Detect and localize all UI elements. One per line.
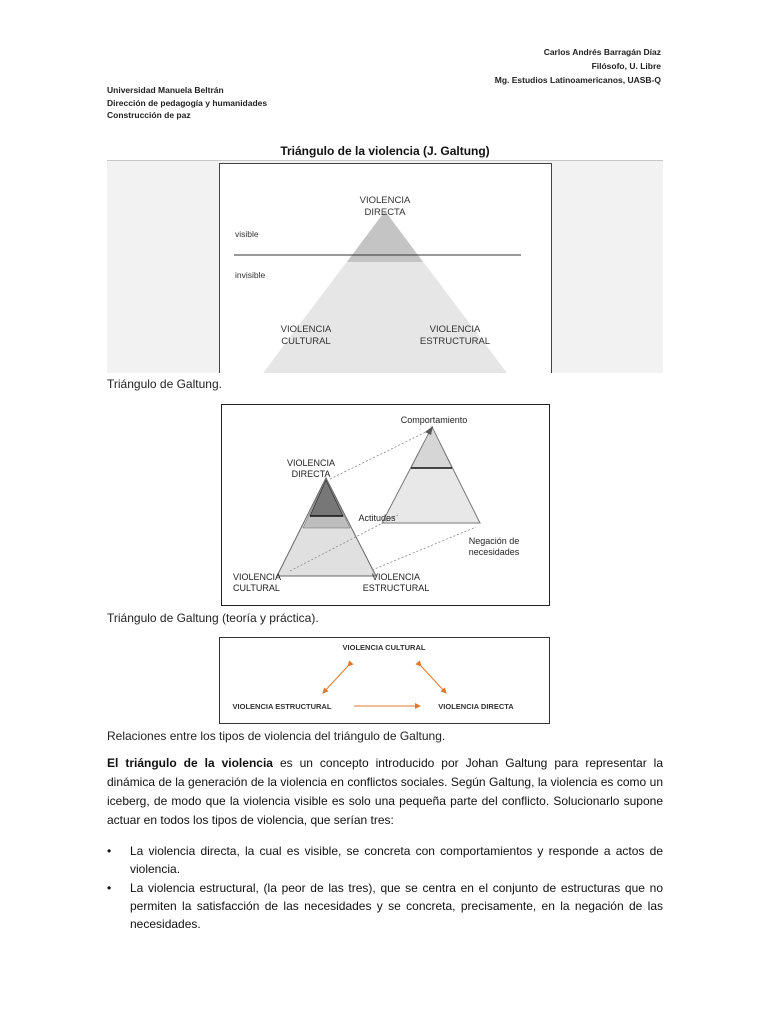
author-name: Carlos Andrés Barragán Díaz <box>543 47 661 57</box>
list-item <box>107 879 663 933</box>
cultural-label-line2: CULTURAL <box>281 336 331 347</box>
course-name: Construcción de paz <box>107 110 191 120</box>
figure-theory-practice <box>221 404 550 606</box>
figure1-caption: Triángulo de Galtung. <box>107 377 222 391</box>
paragraph-term: El triángulo de la violencia <box>107 756 273 770</box>
list-item-lead: La violencia directa <box>130 844 237 858</box>
cultural2-label-line2: CULTURAL <box>233 583 280 593</box>
cultural-label-line1: VIOLENCIA <box>280 324 332 335</box>
violence-types-list <box>107 842 663 934</box>
arrow-cultural-direct <box>421 666 446 693</box>
direct-label-line2: DIRECTA <box>291 469 331 479</box>
behavior-label: Comportamiento <box>400 415 468 425</box>
paragraph-author-name: Johan Galtung <box>465 756 548 770</box>
figure3-caption: Relaciones entre los tipos de violencia del triángulo de Galtung. <box>107 729 446 743</box>
author-block <box>495 45 661 87</box>
author-profession: Filósofo, U. Libre <box>591 61 661 71</box>
paragraph-text-1: es un concepto introducido por <box>272 756 466 770</box>
relations-cultural-label: VIOLENCIA CULTURAL <box>342 643 426 652</box>
relations-diagram <box>220 638 549 723</box>
institution-block <box>107 84 267 122</box>
list-item-text: , la cual es visible, se concreta con comportamientos y responde a actos de violencia. <box>130 844 663 876</box>
iceberg-triangle-diagram <box>220 164 551 373</box>
structural2-label-line1: VIOLENCIA <box>371 572 421 582</box>
department-name: Dirección de pedagogía y humanidades <box>107 97 268 108</box>
relations-direct-label: VIOLENCIA DIRECTA <box>438 702 514 711</box>
paragraph-text-2: para representar la dinámica de la generación de la violencia en conflictos sociales. Según Galtung, la violencia es como un iceberg, de modo que la violencia visible es solo una pequeña parte del conflicto. Solucionarlo supone actuar en todos los tipos de violencia, que serían tres: <box>107 756 664 827</box>
structural-label-line2: ESTRUCTURAL <box>419 336 491 347</box>
institution-name: Universidad Manuela Beltrán <box>107 85 224 95</box>
negation-label-line2: necesidades <box>468 547 520 557</box>
connector-right <box>372 527 476 570</box>
author-degree: Mg. Estudios Latinoamericanos, UASB-Q <box>494 75 661 85</box>
upper-triangle-visible <box>347 211 423 262</box>
relations-structural-label: VIOLENCIA ESTRUCTURAL <box>232 702 332 711</box>
structural-label-line1: VIOLENCIA <box>429 324 481 335</box>
direct-label-line1: VIOLENCIA <box>286 458 336 468</box>
list-item <box>107 842 663 878</box>
bullet-icon: • <box>107 844 112 858</box>
list-item-text: , (la peor de las tres), que se centra en el conjunto de estructuras que no permiten la satisfacción de las necesidades y se concreta, precisamente, en la negación de las necesidades. <box>130 881 663 931</box>
structural2-label-line2: ESTRUCTURAL <box>362 583 430 593</box>
bullet-icon: • <box>107 881 112 895</box>
theory-practice-diagram <box>222 405 549 605</box>
list-item-lead: La violencia estructural <box>130 881 256 895</box>
left-triangle-top <box>310 480 343 516</box>
apex-label-line1: VIOLENCIA <box>359 195 411 206</box>
attitudes-label: Actitudes <box>358 513 396 523</box>
apex-label-line2: DIRECTA <box>364 207 406 218</box>
figure2-caption: Triángulo de Galtung (teoría y práctica). <box>107 611 319 625</box>
document-title: Triángulo de la violencia (J. Galtung) <box>280 144 490 158</box>
right-triangle-top <box>411 427 452 468</box>
cultural2-label-line1: VIOLENCIA <box>233 572 282 582</box>
negation-label-line1: Negación de <box>468 536 520 546</box>
body-paragraph <box>107 754 663 830</box>
arrow-cultural-structural <box>323 666 348 693</box>
figure-iceberg-triangle <box>219 163 552 373</box>
invisible-label: invisible <box>235 270 266 280</box>
visible-label: visible <box>235 229 259 239</box>
figure-relations <box>219 637 550 724</box>
